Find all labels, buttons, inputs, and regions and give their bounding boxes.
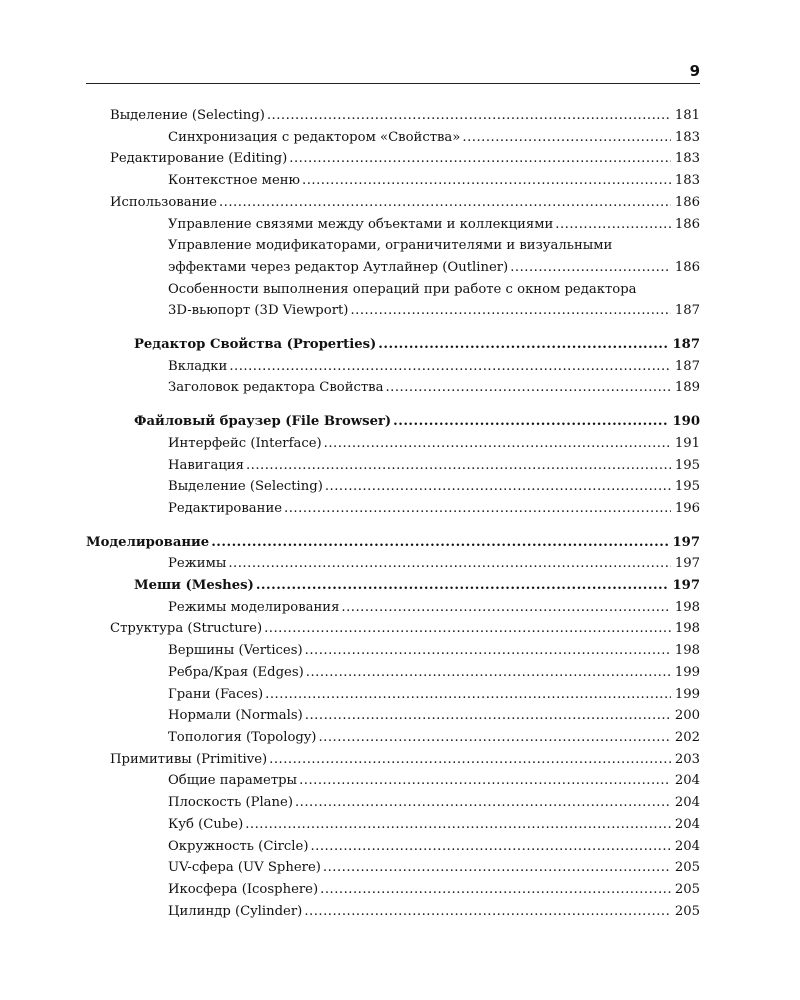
toc-entry [86,334,700,356]
dot-leader [264,618,671,640]
toc-entry-page: 183 [674,151,700,167]
toc-entry-page: 187 [674,358,700,374]
dot-leader [305,640,671,662]
toc-entry-title-line: Особенности выполнения операций при работе с окном редактора [168,281,637,297]
toc-entry [86,640,700,662]
toc-entry-title: Окружность (Circle) [168,838,309,854]
toc-entry-page: 199 [674,664,700,680]
dot-leader [245,814,671,836]
dot-leader [229,356,671,378]
toc-entry [86,901,700,923]
toc-entry-title: Моделирование [86,534,210,550]
toc-entry [86,214,700,236]
toc-entry [86,662,700,684]
toc-entry-title: Файловый браузер (File Browser) [134,414,392,430]
toc-entry-title: Общие параметры [168,773,298,789]
dot-leader [320,879,671,901]
dot-leader [318,727,670,749]
table-of-contents [86,105,700,922]
toc-entry-page: 198 [674,621,700,637]
page-number: 9 [689,62,700,80]
toc-entry-page: 205 [674,881,700,897]
toc-entry [86,879,700,901]
toc-entry-title: Использование [110,194,217,210]
toc-entry-page: 205 [674,860,700,876]
toc-entry-title: Управление связями между объектами и коллекциями [168,216,554,232]
dot-leader [269,749,671,771]
dot-leader [211,532,668,554]
toc-entry-page: 197 [672,578,700,594]
toc-entry-title: Режимы [168,556,227,572]
toc-entry-title: Икосфера (Icosphere) [168,881,319,897]
dot-leader [325,476,671,498]
dot-leader [324,433,671,455]
dot-leader [265,684,671,706]
toc-entry-title: Навигация [168,457,244,473]
toc-entry [86,618,700,640]
toc-entry [86,148,700,170]
toc-entry [86,192,700,214]
toc-entry-title: Ребра/Края (Edges) [168,664,304,680]
toc-entry-title: Вершины (Vertices) [168,643,303,659]
toc-entry-page: 195 [674,457,700,473]
toc-entry-title: Топология (Topology) [168,729,317,745]
toc-entry-title: Плоскость (Plane) [168,795,293,811]
toc-entry [86,455,700,477]
dot-leader [462,127,670,149]
dot-leader [289,148,671,170]
toc-entry [86,105,700,127]
toc-entry-page: 204 [674,838,700,854]
toc-entry-title-line: Управление модификаторами, ограничителями и визуальными [168,238,613,254]
dot-leader [228,553,670,575]
toc-entry-page: 183 [674,129,700,145]
dot-leader [267,105,671,127]
toc-entry-title: 3D-вьюпорт (3D Viewport) [168,303,349,319]
dot-leader [323,857,671,879]
toc-entry-title: Выделение (Selecting) [168,479,323,495]
toc-entry-page: 198 [674,643,700,659]
toc-entry-page: 204 [674,773,700,789]
toc-entry [86,433,700,455]
toc-entry [86,127,700,149]
toc-entry [86,553,700,575]
toc-entry [86,684,700,706]
toc-entry-page: 186 [674,216,700,232]
toc-entry-title: Примитивы (Primitive) [110,751,268,767]
dot-leader [385,377,670,399]
toc-entry [86,814,700,836]
dot-leader [310,836,670,858]
toc-entry-page: 186 [674,259,700,275]
toc-entry-title: Меши (Meshes) [134,578,254,594]
toc-entry-page: 197 [674,556,700,572]
dot-leader [341,597,670,619]
toc-entry-title: Структура (Structure) [110,621,263,637]
dot-leader [304,901,671,923]
toc-entry-page: 181 [674,108,700,123]
toc-entry-title: Редактирование (Editing) [110,151,288,167]
toc-entry [86,705,700,727]
toc-entry-page: 198 [674,599,700,615]
toc-entry [86,792,700,814]
dot-leader [219,192,671,214]
toc-entry-page: 195 [674,479,700,495]
toc-entry [86,857,700,879]
toc-entry [86,770,700,792]
toc-entry-page: 183 [674,173,700,189]
toc-entry-title: Цилиндр (Cylinder) [168,903,303,919]
toc-entry-title: Режимы моделирования [168,599,340,615]
toc-entry-page: 187 [672,337,700,353]
dot-leader [555,214,671,236]
toc-entry-title: Грани (Faces) [168,686,264,702]
toc-entry [86,411,700,433]
toc-entry-title: UV-сфера (UV Sphere) [168,860,321,876]
toc-entry-page: 203 [674,751,700,767]
toc-entry-title: Вкладки [168,358,228,374]
toc-entry-page: 205 [674,903,700,919]
dot-leader [305,705,671,727]
header-rule [86,83,700,84]
toc-entry [86,476,700,498]
toc-entry-page: 204 [674,795,700,811]
toc-entry-page: 190 [672,414,700,430]
toc-entry-title: Нормали (Normals) [168,708,303,724]
dot-leader [306,662,671,684]
toc-entry-page: 199 [674,686,700,702]
toc-entry-page: 186 [674,194,700,210]
toc-entry-page: 200 [674,708,700,724]
dot-leader [393,411,668,433]
dot-leader [295,792,671,814]
dot-leader [350,300,670,322]
toc-entry [86,575,700,597]
toc-entry [86,279,700,322]
toc-entry-page: 197 [672,534,700,550]
toc-entry [86,356,700,378]
toc-entry [86,727,700,749]
dot-leader [510,257,671,279]
toc-entry [86,597,700,619]
toc-entry-page: 189 [674,380,700,396]
dot-leader [284,498,671,520]
toc-entry-title: Интерфейс (Interface) [168,435,322,451]
toc-entry-title: Контекстное меню [168,173,301,189]
toc-entry-title: Редактирование [168,500,283,516]
toc-entry [86,377,700,399]
toc-entry-page: 191 [674,435,700,451]
toc-entry-title: Выделение (Selecting) [110,108,265,123]
dot-leader [256,575,669,597]
toc-entry-page: 204 [674,816,700,832]
toc-entry-page: 202 [674,729,700,745]
toc-entry [86,532,700,554]
toc-entry [86,235,700,278]
dot-leader [378,334,668,356]
dot-leader [246,455,671,477]
toc-entry-page: 187 [674,303,700,319]
dot-leader [302,170,671,192]
toc-entry [86,498,700,520]
toc-entry-title: Редактор Свойства (Properties) [134,337,377,353]
toc-entry-title: эффектами через редактор Аутлайнер (Outliner) [168,259,509,275]
toc-entry [86,170,700,192]
toc-entry-title: Заголовок редактора Свойства [168,380,384,396]
toc-entry-page: 196 [674,500,700,516]
toc-entry-title: Куб (Cube) [168,816,244,832]
dot-leader [299,770,671,792]
toc-entry [86,836,700,858]
toc-entry-title: Синхронизация с редактором «Свойства» [168,129,461,145]
toc-entry [86,749,700,771]
